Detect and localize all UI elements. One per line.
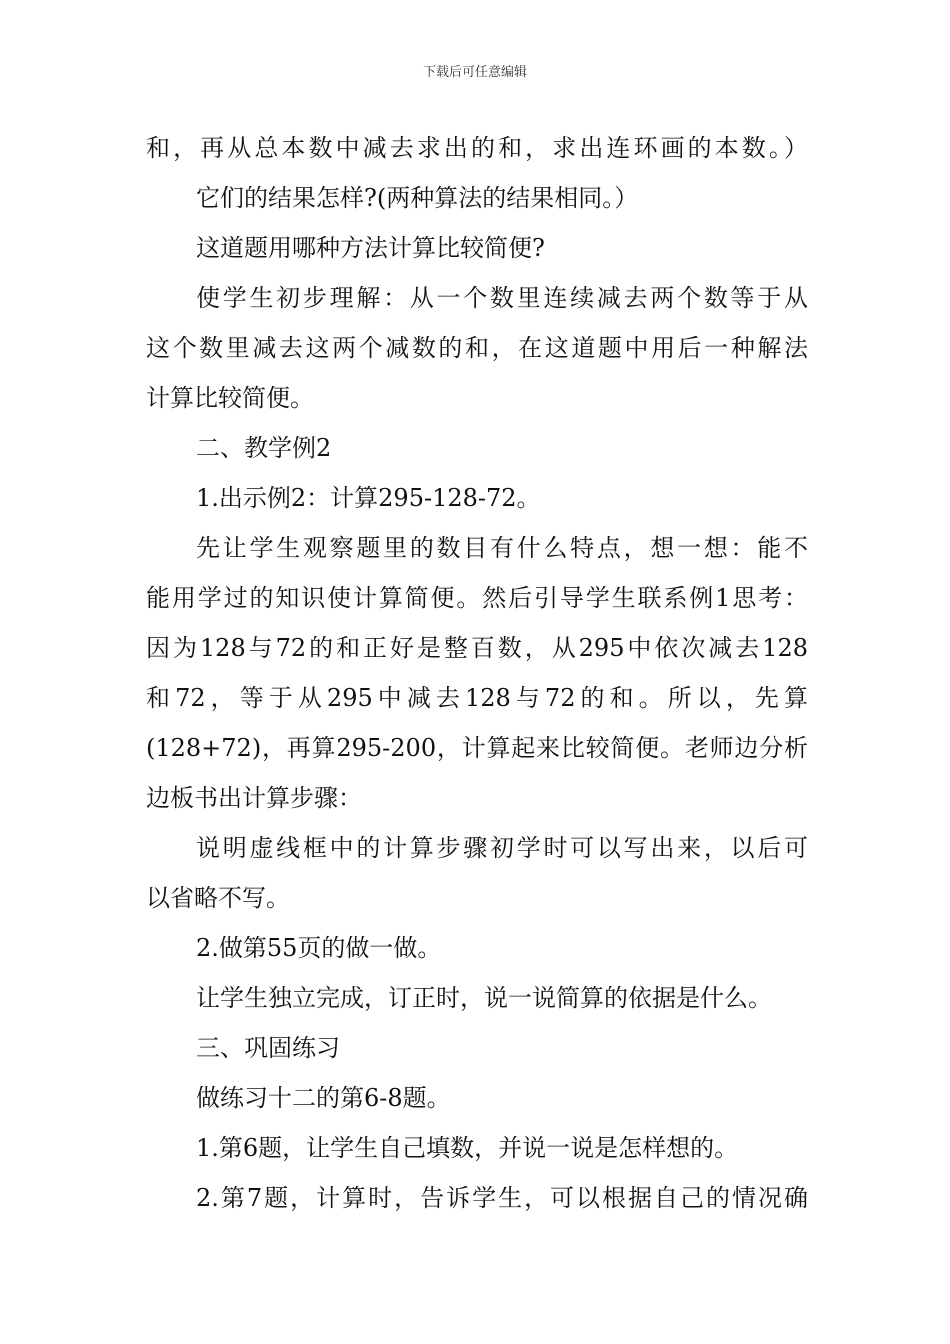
text-line: 使学生初步理解：从一个数里连续减去两个数等于从	[196, 284, 808, 312]
section-heading: 二、教学例2	[196, 434, 332, 462]
text-line: 和72，等于从295中减去128与72的和。所以，先算	[146, 684, 808, 712]
text-line: 以省略不写。	[146, 884, 290, 912]
text-line: 2.做第55页的做一做。	[196, 934, 442, 962]
text-line: 1.出示例2：计算295-128-72。	[196, 484, 541, 512]
document-body	[146, 130, 808, 1230]
text-line: 说明虚线框中的计算步骤初学时可以写出来，以后可	[196, 834, 808, 862]
text-line: 它们的结果怎样?(两种算法的结果相同。）	[196, 184, 639, 212]
text-line: 这个数里减去这两个减数的和，在这道题中用后一种解法	[146, 334, 808, 362]
text-line: 边板书出计算步骤：	[146, 784, 362, 812]
text-line: 做练习十二的第6-8题。	[196, 1084, 451, 1112]
text-line: 让学生独立完成，订正时，说一说简算的依据是什么。	[196, 984, 772, 1012]
page-header: 下载后可任意编辑	[422, 65, 527, 80]
section-heading: 三、巩固练习	[196, 1034, 340, 1062]
text-line: 这道题用哪种方法计算比较简便?	[196, 234, 545, 262]
text-line: 1.第6题，让学生自己填数，并说一说是怎样想的。	[196, 1134, 739, 1162]
text-line: 和，再从总本数中减去求出的和，求出连环画的本数。）	[146, 134, 808, 162]
text-line: 能用学过的知识使计算简便。然后引导学生联系例1思考：	[146, 584, 808, 612]
text-line: (128+72)，再算295-200，计算起来比较简便。老师边分析	[146, 734, 808, 762]
text-line: 先让学生观察题里的数目有什么特点，想一想：能不	[196, 534, 808, 562]
text-line: 2.第7题，计算时，告诉学生，可以根据自己的情况确	[196, 1184, 808, 1212]
text-line: 计算比较简便。	[146, 384, 314, 412]
text-line: 因为128与72的和正好是整百数，从295中依次减去128	[146, 634, 808, 662]
